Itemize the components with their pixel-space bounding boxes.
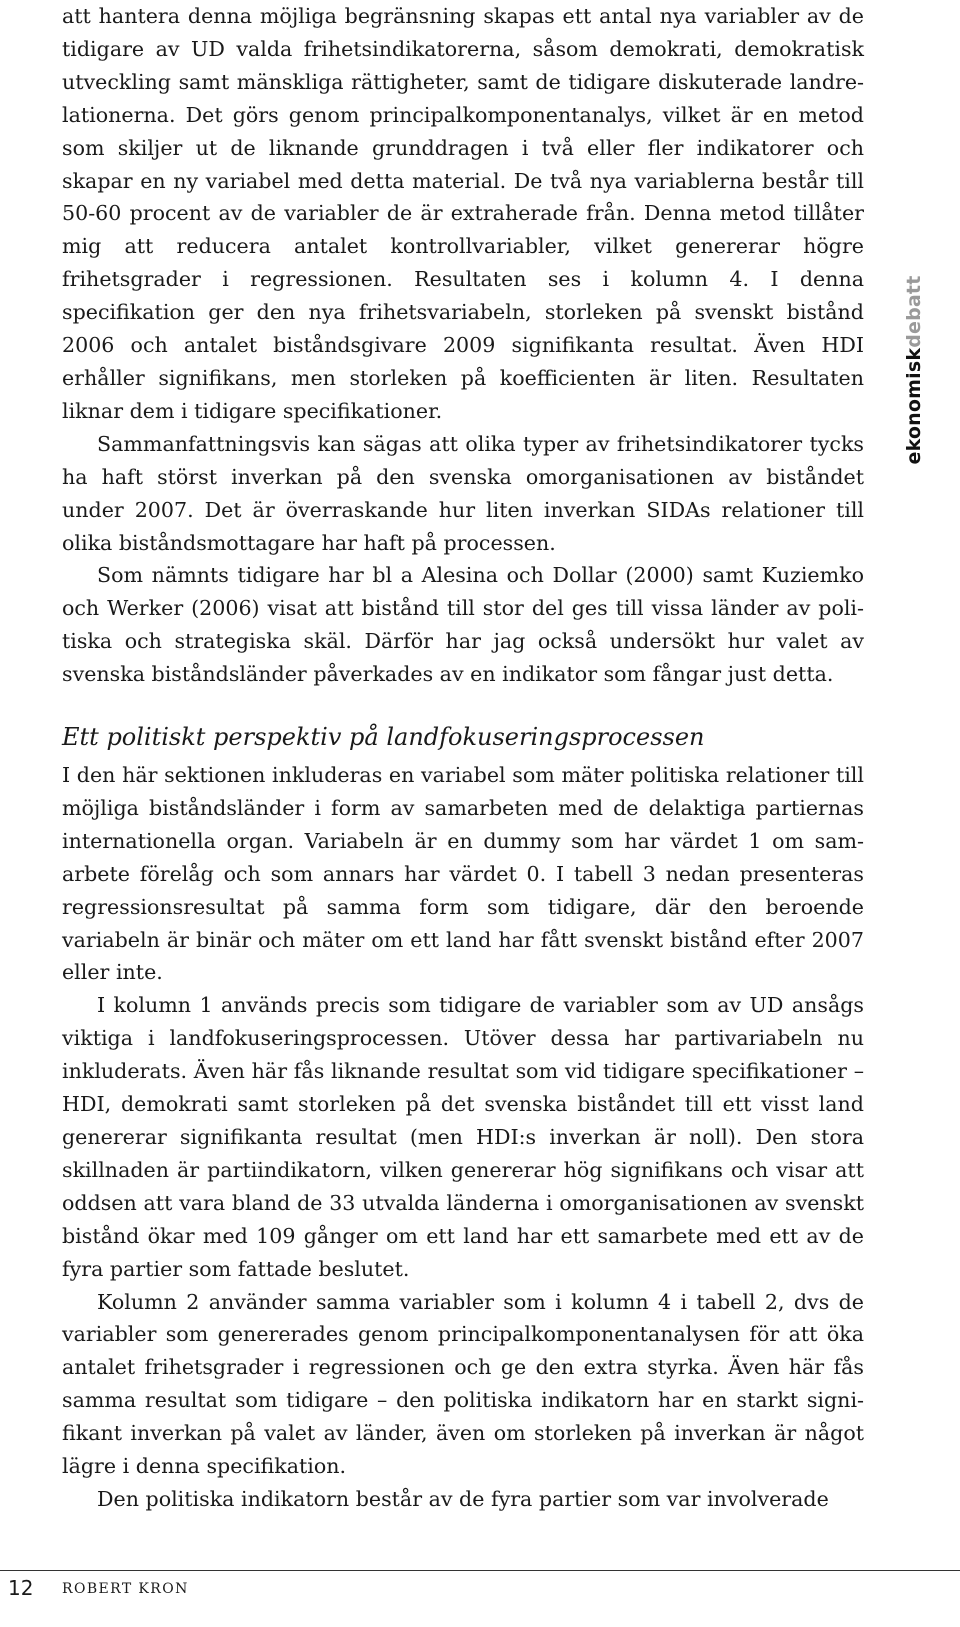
paragraph-2: Sammanfattningsvis kan sägas att olika typer av frihetsindikatorer tycks ha haft störst inverkan på den svenska omorganisationen av biståndet under 2007. Det är överraskande hur liten inverkan SIDAs relationer till olika biståndsmottagare har haft på processen. (62, 431, 864, 555)
footer-rule (0, 1570, 960, 1571)
running-author: ROBERT KRON (62, 1581, 189, 1597)
logo-word-ekonomisk: ekonomisk (903, 347, 925, 465)
paragraph-1: att hantera denna möjliga begränsning skapas ett antal nya variabler av de tidigare av UD valda frihetsindikatorerna, såsom demokrati, demokratisk utveckling samt mänskliga rättigheter, samt de tidigare diskuterade landrelationerna. Det görs genom principalkomponentanalys, vilket är en metod som skiljer ut de liknande grunddragen i två eller fler indikatorer och skapar en ny variabel med detta material. De två nya variablerna består till 50-60 procent av de variabler de är extraherade från. Denna metod tillåter mig att reducera antalet kontrollvariabler, vilket genererar högre frihetsgrader i regressionen. Resultaten ses i kolumn 4. I denna specifikation ger den nya frihetsvariabeln, storleken på svenskt bistånd 2006 och antalet biståndsgivare 2009 signifikanta resultat. Även HDI erhåller signifikans, men storleken på koefficienten är liten. Resultaten liknar dem i tidigare specifikationer. (62, 4, 864, 423)
article-body (62, 0, 864, 1516)
paragraph-4: I den här sektionen inkluderas en variabel som mäter politiska relationer till möjliga biståndsländer i form av samarbeten med de delaktiga partiernas internationella organ. Variabeln är en dummy som har värdet 1 om samarbete förelåg och som annars har värdet 0. I tabell 3 nedan presenteras regressionsresultat på samma form som tidigare, där den beroende variabeln är binär och mäter om ett land har fått svenskt bistånd efter 2007 eller inte. (62, 763, 864, 985)
paragraph-5: I kolumn 1 används precis som tidigare de variabler som av UD ansågs viktiga i landfokuseringsprocessen. Utöver dessa har partivariabeln nu inkluderats. Även här fås liknande resultat som vid tidigare specifikationer – HDI, demokrati samt storleken på det svenska biståndet till ett visst land genererar signifikanta resultat (men HDI:s inverkan är noll). Den stora skillnaden är partiindikatorn, vilken genererar hög signifikans och visar att oddsen att vara bland de 33 utvalda länderna i omorganisationen av svenskt bistånd ökar med 109 gånger om ett land har ett samarbete med ett av de fyra partier som fattade beslutet. (62, 993, 864, 1281)
paragraph-6: Kolumn 2 använder samma variabler som i kolumn 4 i tabell 2, dvs de variabler som genererades genom principalkomponentanalysen för att öka antalet frihetsgrader i regressionen och ge den extra styrka. Även här fås samma resultat som tidigare – den politiska indikatorn har en starkt signifikant inverkan på valet av länder, även om storleken på inverkan är något lägre i denna specifikation. (62, 1289, 864, 1479)
journal-logo (903, 276, 925, 465)
paragraph-3: Som nämnts tidigare har bl a Alesina och Dollar (2000) samt Kuziemko och Werker (2006) visat att bistånd till stor del ges till vissa länder av politiska och strategiska skäl. Därför har jag också undersökt hur valet av svenska biståndsländer påverkades av en indikator som fångar just detta. (62, 563, 864, 687)
page-footer (0, 1576, 960, 1616)
section-heading: Ett politiskt perspektiv på landfokuseringsprocessen (62, 723, 705, 752)
page-number: 12 (8, 1576, 34, 1600)
paragraph-7: Den politiska indikatorn består av de fyra partier som var involverade (97, 1486, 829, 1511)
journal-sidebar (894, 250, 934, 490)
logo-word-debatt: debatt (903, 275, 925, 348)
